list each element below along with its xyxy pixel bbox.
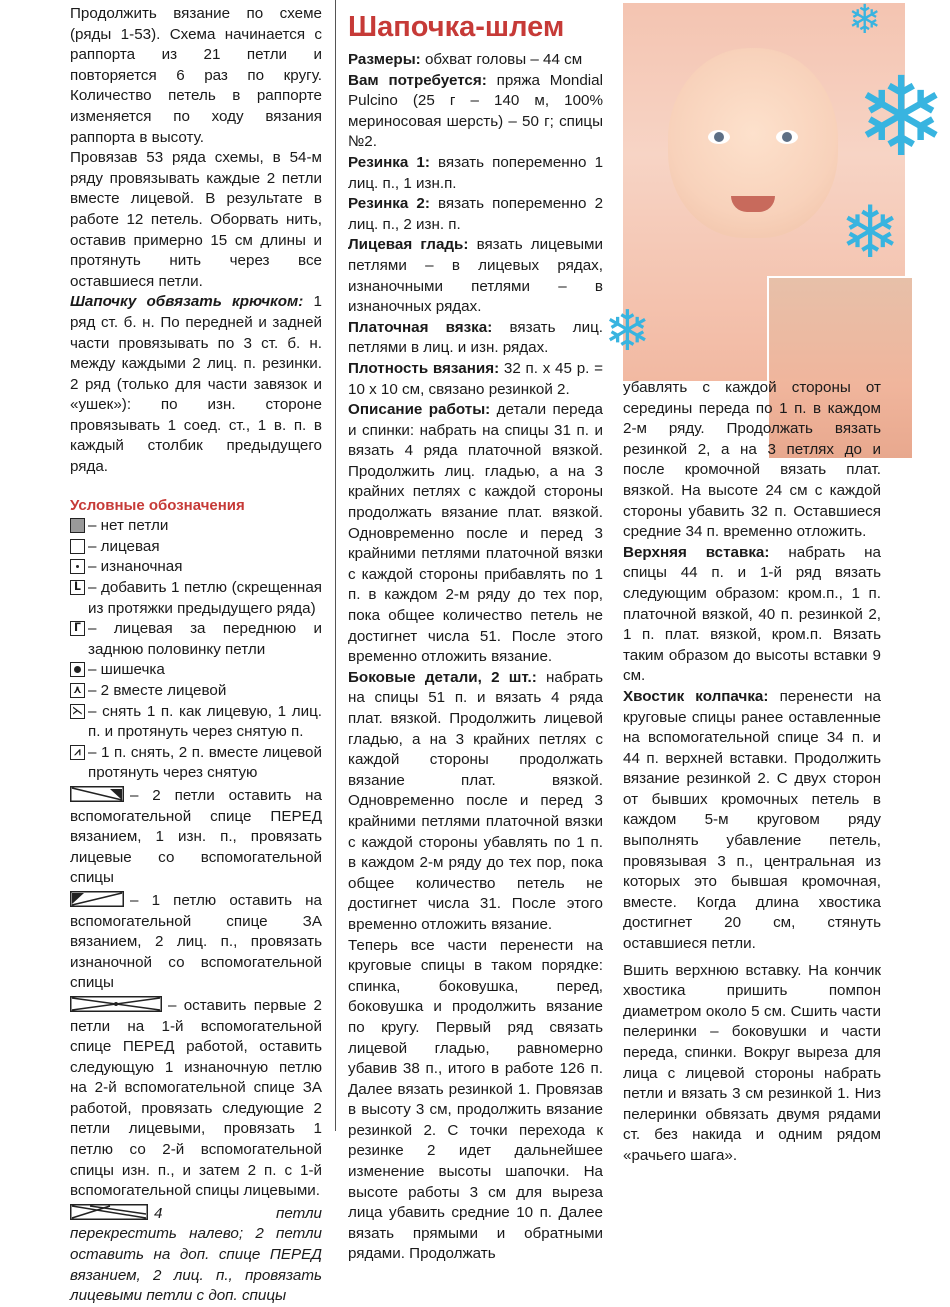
legend-text: – 2 петли оставить на вспомогательной спице ПЕРЕД вязанием, 1 изн. п., провязать лицевые со вспомогательной спицы [70,786,322,887]
crochet-paragraph [70,292,322,477]
gauge-text: 32 п. х 45 р. = 10 х 10 см, связано резинкой 2. [348,359,603,398]
legend-item [70,996,322,1202]
legend-text: – оставить первые 2 петли на 1-й вспомогательной спице ПЕРЕД работой, оставить следующую 1 изнаночную петлю на 2-й вспомогательной спице ЗА работой, провязать следующие 2 петли лицевыми, провязать 1 петлю со 2-й вспомогательной спицы изн. п., и затем 2 п. с 1-й вспомогательной спицы лицевыми. [70,996,322,1200]
column-left [70,0,322,1307]
k2tog-icon: ⋏ [70,683,85,698]
gauge-label: Плотность вязания: [348,359,500,377]
tail-paragraph [623,687,881,955]
legend-item [70,557,322,578]
slip-k2tog-icon: ⩘ [70,745,85,760]
side-parts-paragraph [348,668,603,936]
rib1-text: вязать попеременно 1 лиц. п., 1 изн.п. [348,153,604,192]
legend-item [70,1204,322,1307]
garter-paragraph [348,318,603,359]
legend-text: – изнаночная [88,558,183,576]
legend-text: – шишечка [88,661,165,679]
join-paragraph: Теперь все части перенести на круговые спицы в таком порядке: спинка, боковушка, перед, боковушка и продолжить вязание по кругу. Первый ряд связать лицевой гладью, равномерно убавив 38 п., итого в работе 126 п. Далее вязать резинкой 1. Провязав в высоту 3 см, продолжить вязание резинкой 2. С точки перехода к резинке 2 идет дальнейшее изменение высоты шапочки. На высоте работы 3 см для выреза лица убавить средние 10 п. Далее вязать прямыми и обратными рядами. Продолжать [348,936,603,1263]
crochet-text: 1 ряд ст. б. н. По передней и задней части провязывать по 3 ст. б. н. между каждыми 2 лиц. п. резинки. 2 ряд (только для части завязок и «ушек»): по изн. стороне провязывать 1 соед. ст., 1 в. п. в каждый столбик предыдущего ряда. [70,293,322,476]
materials-paragraph [348,71,603,153]
legend-text: – нет петли [88,517,169,535]
legend-text: – 1 п. снять, 2 п. вместе лицевой протянуть через снятую [88,743,322,782]
intro-paragraph-1: Продолжить вязание по схеме (ряды 1-53). Схема начинается с раппорта из 21 петли и повторяется 6 раз по кругу. Количество петель в раппорте изменяется по ходу вязания раппорта в высоту. [70,5,322,146]
sizes-paragraph [348,50,603,71]
legend-text: – добавить 1 петлю (скрещенная из протяжки предыдущего ряда) [88,579,322,617]
top-insert-label: Верхняя вставка: [623,543,770,561]
finish-paragraph: Вшить верхнюю вставку. На кончик хвостика пришить помпон диаметром около 5 см. Сшить части пелеринки – боковушки и части переда, спинки. Вокруг выреза для лица с лицевой стороны набрать петли и вязать 3 см резинкой 1. Низ пелеринки обвязать двумя рядами ст. без накида и одним рядом «рачьего шага». [623,961,881,1164]
description-label: Описание работы: [348,401,491,419]
gauge-paragraph [348,359,603,400]
legend-text: – 2 вместе лицевой [88,682,227,699]
column-divider [335,0,336,1131]
intro-paragraph-2: Провязав 53 ряда схемы, в 54-м ряду провязывать каждые 2 петли вместе лицевой. В результате в работе 12 петель. Оборвать нить, оставив примерно 15 см длины и протянуть нить через все оставшиеся петли. [70,149,322,290]
tail-label: Хвостик колпачка: [623,687,769,705]
bobble-icon [70,662,85,677]
stockinette-text: вязать лицевыми петлями – в лицевых рядах, изнаночными петлями – в изнаночных рядах. [348,236,603,316]
decrease-text: убавлять с каждой стороны от середины переда по 1 п. в каждом 2-м ряду. Продолжать вязать резинкой 2, а на 3 петлях до и после кромочной вязать плат. вязкой. На высоте 24 см с каждой стороны убавить 32 п. Оставшиеся средние 34 п. временно отложить. [623,379,881,541]
stockinette-label: Лицевая гладь: [348,236,469,254]
legend-item [70,891,322,994]
garter-text: вязать лиц. петлями в лиц. и изн. рядах. [348,318,603,357]
page-title: Шапочка-шлем [348,11,565,43]
add-loop-icon: ᒪ [70,580,85,595]
sizes-label: Размеры: [348,51,421,68]
legend-text: 4 петли перекрестить налево; 2 петли оставить на доп. спице ПЕРЕД вязанием, 2 лиц. п., провязать лицевыми петли с доп. спицы [70,1204,322,1305]
legend-text: – 1 петлю оставить на вспомогательной спице ЗА вязанием, 2 лиц. п., провязать изнаночной со вспомогательной спицы [70,891,322,992]
description-paragraph [348,400,603,668]
cross-four-icon [70,1204,148,1220]
dot-square-icon [70,559,85,574]
legend-item [70,786,322,889]
slip-icon: ⋋ [72,704,83,717]
legend-item [70,537,322,558]
stockinette-paragraph [348,235,603,317]
grey-square-icon [70,518,85,533]
materials-label: Вам потребуется: [348,71,487,89]
rib2-paragraph [348,194,603,235]
rib2-text: вязать попеременно 2 лиц. п., 2 изн. п. [348,195,604,233]
tail-text: перенести на круговые спицы ранее оставленные на вспомогательной спице 34 п. и 44 п. верхней вставки. Продолжить вязание резинкой 2. С двух сторон от бывших кромочных петель в каждом 5-м круговом ряду выполнять убавление петель, провязывая 3 п., центральная из которых это бывшая кромочная, вместе. Когда длина хвостика достигнет 20 см, стянуть оставшиеся петли. [623,687,881,953]
legend-title: Условные обозначения [70,496,245,514]
empty-square-icon [70,539,85,554]
side-parts-text: набрать на спицы 51 п. и вязать 4 ряда плат. вязкой. Продолжить лицевой гладью, а на 3 крайних петлях с каждой стороны продолжать вязание плат. вязкой. Одновременно после и перед 3 крайними петлями платочной вязки с каждой стороны убавлять по 1 п. в каждом 2-м ряду до тех пор, пока общее количество петель не достигнет числа 31. После этого временно отложить вязание. [348,668,603,933]
side-parts-label: Боковые детали, 2 шт.: [348,668,537,686]
legend-text: – лицевая за переднюю и заднюю половинку петли [88,620,322,658]
snowflake-icon: ❄ [848,0,882,43]
cross-double-icon [70,996,162,1012]
description-text: детали переда и спинки: набрать на спицы 31 п. и вязать 4 ряда платочной вязкой. Продолжить лиц. гладью, а на 3 крайних петлях с каждой стороны продолжать вязание плат. вязкой. Одновременно после и перед 3 крайними петлями платочной вязки с каждой стороны прибавлять по 1 п. в каждом 2-м ряду до тех пор, пока общее количество петель не достигнет числа 51. После этого временно отложить вязание. [348,401,604,666]
legend-item [70,619,322,660]
column-right [623,0,881,1167]
rib1-paragraph [348,153,603,194]
legend-text: – лицевая [88,537,160,555]
rib1-label: Резинка 1: [348,153,430,171]
snowflake-icon: ❄ [855,53,948,181]
crochet-lead: Шапочку обвязать крючком: [70,293,304,311]
column-middle [348,0,603,1265]
legend-item [70,578,322,619]
legend-item [70,660,322,681]
sizes-text: обхват головы – 44 см [420,51,583,68]
snowflake-icon: ❄ [604,299,651,364]
snowflake-icon: ❄ [840,190,901,274]
decrease-paragraph [623,378,881,543]
legend-item [70,516,322,537]
materials-text: пряжа Mondial Pulcino (25 г – 140 м, 100% мериносовая шерсть) – 50 г; спицы №2. [348,71,603,151]
legend-item [70,681,322,702]
top-insert-paragraph [623,543,881,687]
cross-back-icon [70,891,124,907]
legend-item [70,743,322,784]
cross-front-icon [70,786,124,802]
garter-label: Платочная вязка: [348,318,493,336]
top-insert-text: набрать на спицы 44 п. и 1-й ряд вязать следующим образом: кром.п., 1 п. платочной вязкой, 40 п. резинкой 2, 1 п. плат. вязкой, кром.п. Вязать таким образом до высоты вставки 9 см. [623,543,881,685]
legend-text: – снять 1 п. как лицевую, 1 лиц. п. и протянуть через снятую п. [88,702,322,741]
rib2-label: Резинка 2: [348,195,430,213]
front-back-icon: ᒥ [70,621,85,636]
legend-item [70,702,322,743]
